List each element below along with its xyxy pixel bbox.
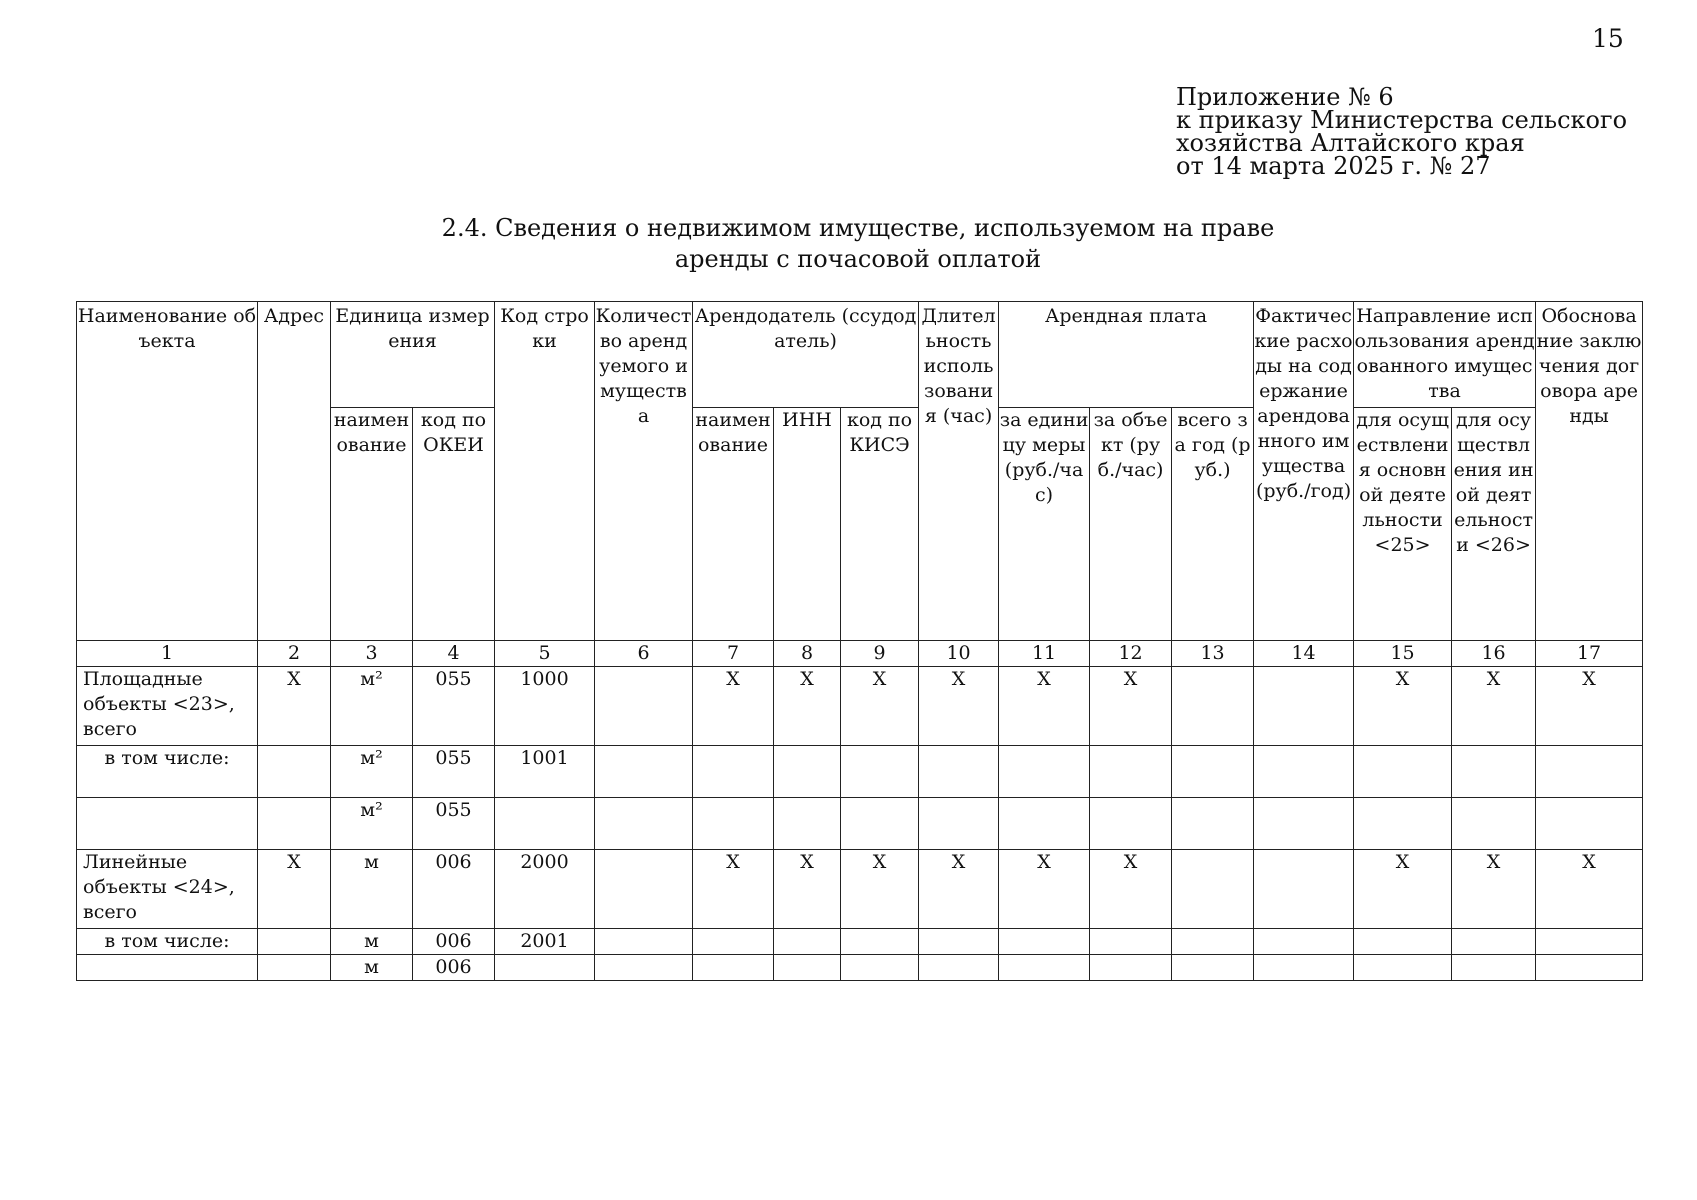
appendix-line-1: Приложение № 6	[1176, 83, 1394, 111]
appendix-line-2: к приказу Министерства сельского	[1176, 106, 1628, 134]
cell-quantity	[595, 929, 693, 955]
table-row	[77, 746, 1643, 798]
title-line-2: аренды с почасовой оплатой	[674, 245, 1042, 273]
cell-unit-code: 055	[413, 798, 495, 850]
cell-actual-costs	[1254, 850, 1354, 929]
cell-usage-main	[1354, 929, 1452, 955]
cell-usage-other	[1452, 929, 1536, 955]
cell-name: в том числе:	[77, 746, 258, 798]
cell-lessor-kiso	[841, 798, 919, 850]
cell-actual-costs	[1254, 955, 1354, 981]
header-lessor-name: наименование	[693, 408, 774, 641]
cell-row-code: 2000	[495, 850, 595, 929]
cell-row-code: 2001	[495, 929, 595, 955]
cell-row-code	[495, 955, 595, 981]
cell-rent-per-unit: X	[999, 667, 1090, 746]
table-row	[77, 798, 1643, 850]
cell-address	[258, 955, 331, 981]
column-number: 1	[77, 641, 258, 667]
cell-usage-other	[1452, 955, 1536, 981]
header-justification: Обоснование заключения договора аренды	[1536, 302, 1643, 641]
cell-unit-code: 006	[413, 850, 495, 929]
cell-duration: X	[919, 667, 999, 746]
column-number: 16	[1452, 641, 1536, 667]
cell-duration	[919, 798, 999, 850]
cell-quantity	[595, 850, 693, 929]
table-row	[77, 955, 1643, 981]
cell-actual-costs	[1254, 929, 1354, 955]
cell-rent-per-unit	[999, 746, 1090, 798]
cell-lessor-inn: X	[774, 667, 841, 746]
cell-address	[258, 929, 331, 955]
cell-name	[77, 955, 258, 981]
column-number: 14	[1254, 641, 1354, 667]
header-name: Наименование объекта	[77, 302, 258, 641]
cell-name: в том числе:	[77, 929, 258, 955]
header-lessor-inn: ИНН	[774, 408, 841, 641]
cell-unit-name: м²	[331, 798, 413, 850]
header-quantity: Количество арендуемого имущества	[595, 302, 693, 641]
cell-row-code: 1000	[495, 667, 595, 746]
cell-rent-per-unit: X	[999, 850, 1090, 929]
column-number: 10	[919, 641, 999, 667]
cell-quantity	[595, 955, 693, 981]
column-number: 9	[841, 641, 919, 667]
column-number: 12	[1090, 641, 1172, 667]
cell-usage-main: X	[1354, 667, 1452, 746]
cell-lessor-name	[693, 746, 774, 798]
cell-usage-other: X	[1452, 850, 1536, 929]
header-lessor: Арендодатель (ссудодатель)	[693, 302, 919, 408]
cell-quantity	[595, 798, 693, 850]
page-number: 15	[1592, 24, 1624, 53]
column-number: 11	[999, 641, 1090, 667]
cell-unit-name: м	[331, 929, 413, 955]
cell-usage-main	[1354, 955, 1452, 981]
header-address: Адрес	[258, 302, 331, 641]
cell-rent-total	[1172, 850, 1254, 929]
cell-rent-total	[1172, 798, 1254, 850]
cell-unit-name: м	[331, 955, 413, 981]
cell-address	[258, 746, 331, 798]
column-number: 2	[258, 641, 331, 667]
cell-justification	[1536, 746, 1643, 798]
column-number: 3	[331, 641, 413, 667]
cell-unit-code: 006	[413, 955, 495, 981]
header-rent-per-unit: за единицу меры (руб./час)	[999, 408, 1090, 641]
cell-lessor-name	[693, 798, 774, 850]
cell-row-code: 1001	[495, 746, 595, 798]
cell-usage-other	[1452, 746, 1536, 798]
header-duration: Длительность использования (час)	[919, 302, 999, 641]
cell-unit-code: 055	[413, 667, 495, 746]
cell-unit-name: м²	[331, 667, 413, 746]
cell-row-code	[495, 798, 595, 850]
cell-rent-per-object	[1090, 746, 1172, 798]
column-number: 4	[413, 641, 495, 667]
cell-rent-total	[1172, 955, 1254, 981]
cell-rent-per-object: X	[1090, 850, 1172, 929]
appendix-line-3: хозяйства Алтайского края	[1176, 129, 1525, 157]
cell-actual-costs	[1254, 667, 1354, 746]
cell-usage-main	[1354, 798, 1452, 850]
cell-quantity	[595, 746, 693, 798]
column-number: 15	[1354, 641, 1452, 667]
cell-usage-other	[1452, 798, 1536, 850]
cell-justification	[1536, 798, 1643, 850]
header-row-code: Код строки	[495, 302, 595, 641]
cell-rent-per-unit	[999, 929, 1090, 955]
cell-rent-per-unit	[999, 955, 1090, 981]
header-lessor-kiso: код по КИСЭ	[841, 408, 919, 641]
cell-unit-name: м²	[331, 746, 413, 798]
header-unit-code: код по ОКЕИ	[413, 408, 495, 641]
column-number: 8	[774, 641, 841, 667]
header-usage: Направление использования арендованного имущества	[1354, 302, 1536, 408]
header-actual-costs: Фактические расходы на содержание арендованного имущества (руб./год)	[1254, 302, 1354, 641]
cell-lessor-name: X	[693, 667, 774, 746]
cell-unit-name: м	[331, 850, 413, 929]
cell-rent-per-object	[1090, 798, 1172, 850]
cell-lessor-inn	[774, 929, 841, 955]
cell-duration	[919, 746, 999, 798]
cell-lessor-inn: X	[774, 850, 841, 929]
cell-name: Площадные объекты <23>, всего	[77, 667, 258, 746]
cell-justification	[1536, 955, 1643, 981]
cell-justification: X	[1536, 667, 1643, 746]
appendix-reference	[1176, 83, 1628, 180]
cell-rent-total	[1172, 929, 1254, 955]
cell-lessor-kiso	[841, 929, 919, 955]
header-rent-per-object: за объект (руб./час)	[1090, 408, 1172, 641]
cell-actual-costs	[1254, 798, 1354, 850]
cell-lessor-inn	[774, 798, 841, 850]
cell-address: X	[258, 667, 331, 746]
cell-rent-total	[1172, 667, 1254, 746]
cell-rent-per-object: X	[1090, 667, 1172, 746]
cell-usage-other: X	[1452, 667, 1536, 746]
cell-name	[77, 798, 258, 850]
column-number: 6	[595, 641, 693, 667]
cell-lessor-kiso: X	[841, 850, 919, 929]
cell-unit-code: 006	[413, 929, 495, 955]
cell-address: X	[258, 850, 331, 929]
property-rent-table	[76, 301, 1643, 981]
cell-lessor-name	[693, 929, 774, 955]
header-rent: Арендная плата	[999, 302, 1254, 408]
cell-actual-costs	[1254, 746, 1354, 798]
header-unit-name: наименование	[331, 408, 413, 641]
cell-lessor-inn	[774, 746, 841, 798]
cell-duration	[919, 955, 999, 981]
cell-name: Линейные объекты <24>, всего	[77, 850, 258, 929]
column-number: 17	[1536, 641, 1643, 667]
cell-lessor-kiso	[841, 955, 919, 981]
appendix-line-4: от 14 марта 2025 г. № 27	[1176, 152, 1491, 180]
cell-lessor-inn	[774, 955, 841, 981]
header-unit: Единица измерения	[331, 302, 495, 408]
table-row	[77, 850, 1643, 929]
cell-rent-per-object	[1090, 955, 1172, 981]
title-line-1: 2.4. Сведения о недвижимом имуществе, используемом на праве	[441, 214, 1275, 242]
table-row	[77, 929, 1643, 955]
cell-rent-per-unit	[999, 798, 1090, 850]
cell-usage-main: X	[1354, 850, 1452, 929]
column-numbers-row	[77, 641, 1643, 667]
cell-lessor-kiso: X	[841, 667, 919, 746]
cell-lessor-name	[693, 955, 774, 981]
cell-unit-code: 055	[413, 746, 495, 798]
document-title	[300, 213, 1416, 275]
cell-duration	[919, 929, 999, 955]
cell-justification	[1536, 929, 1643, 955]
column-number: 7	[693, 641, 774, 667]
cell-address	[258, 798, 331, 850]
header-rent-total: всего за год (руб.)	[1172, 408, 1254, 641]
cell-rent-total	[1172, 746, 1254, 798]
cell-duration: X	[919, 850, 999, 929]
table-row	[77, 667, 1643, 746]
cell-justification: X	[1536, 850, 1643, 929]
cell-usage-main	[1354, 746, 1452, 798]
header-usage-other: для осуществления иной деятельности <26>	[1452, 408, 1536, 641]
cell-lessor-kiso	[841, 746, 919, 798]
column-number: 5	[495, 641, 595, 667]
column-number: 13	[1172, 641, 1254, 667]
cell-quantity	[595, 667, 693, 746]
header-usage-main: для осуществления основной деятельности <25>	[1354, 408, 1452, 641]
cell-lessor-name: X	[693, 850, 774, 929]
cell-rent-per-object	[1090, 929, 1172, 955]
